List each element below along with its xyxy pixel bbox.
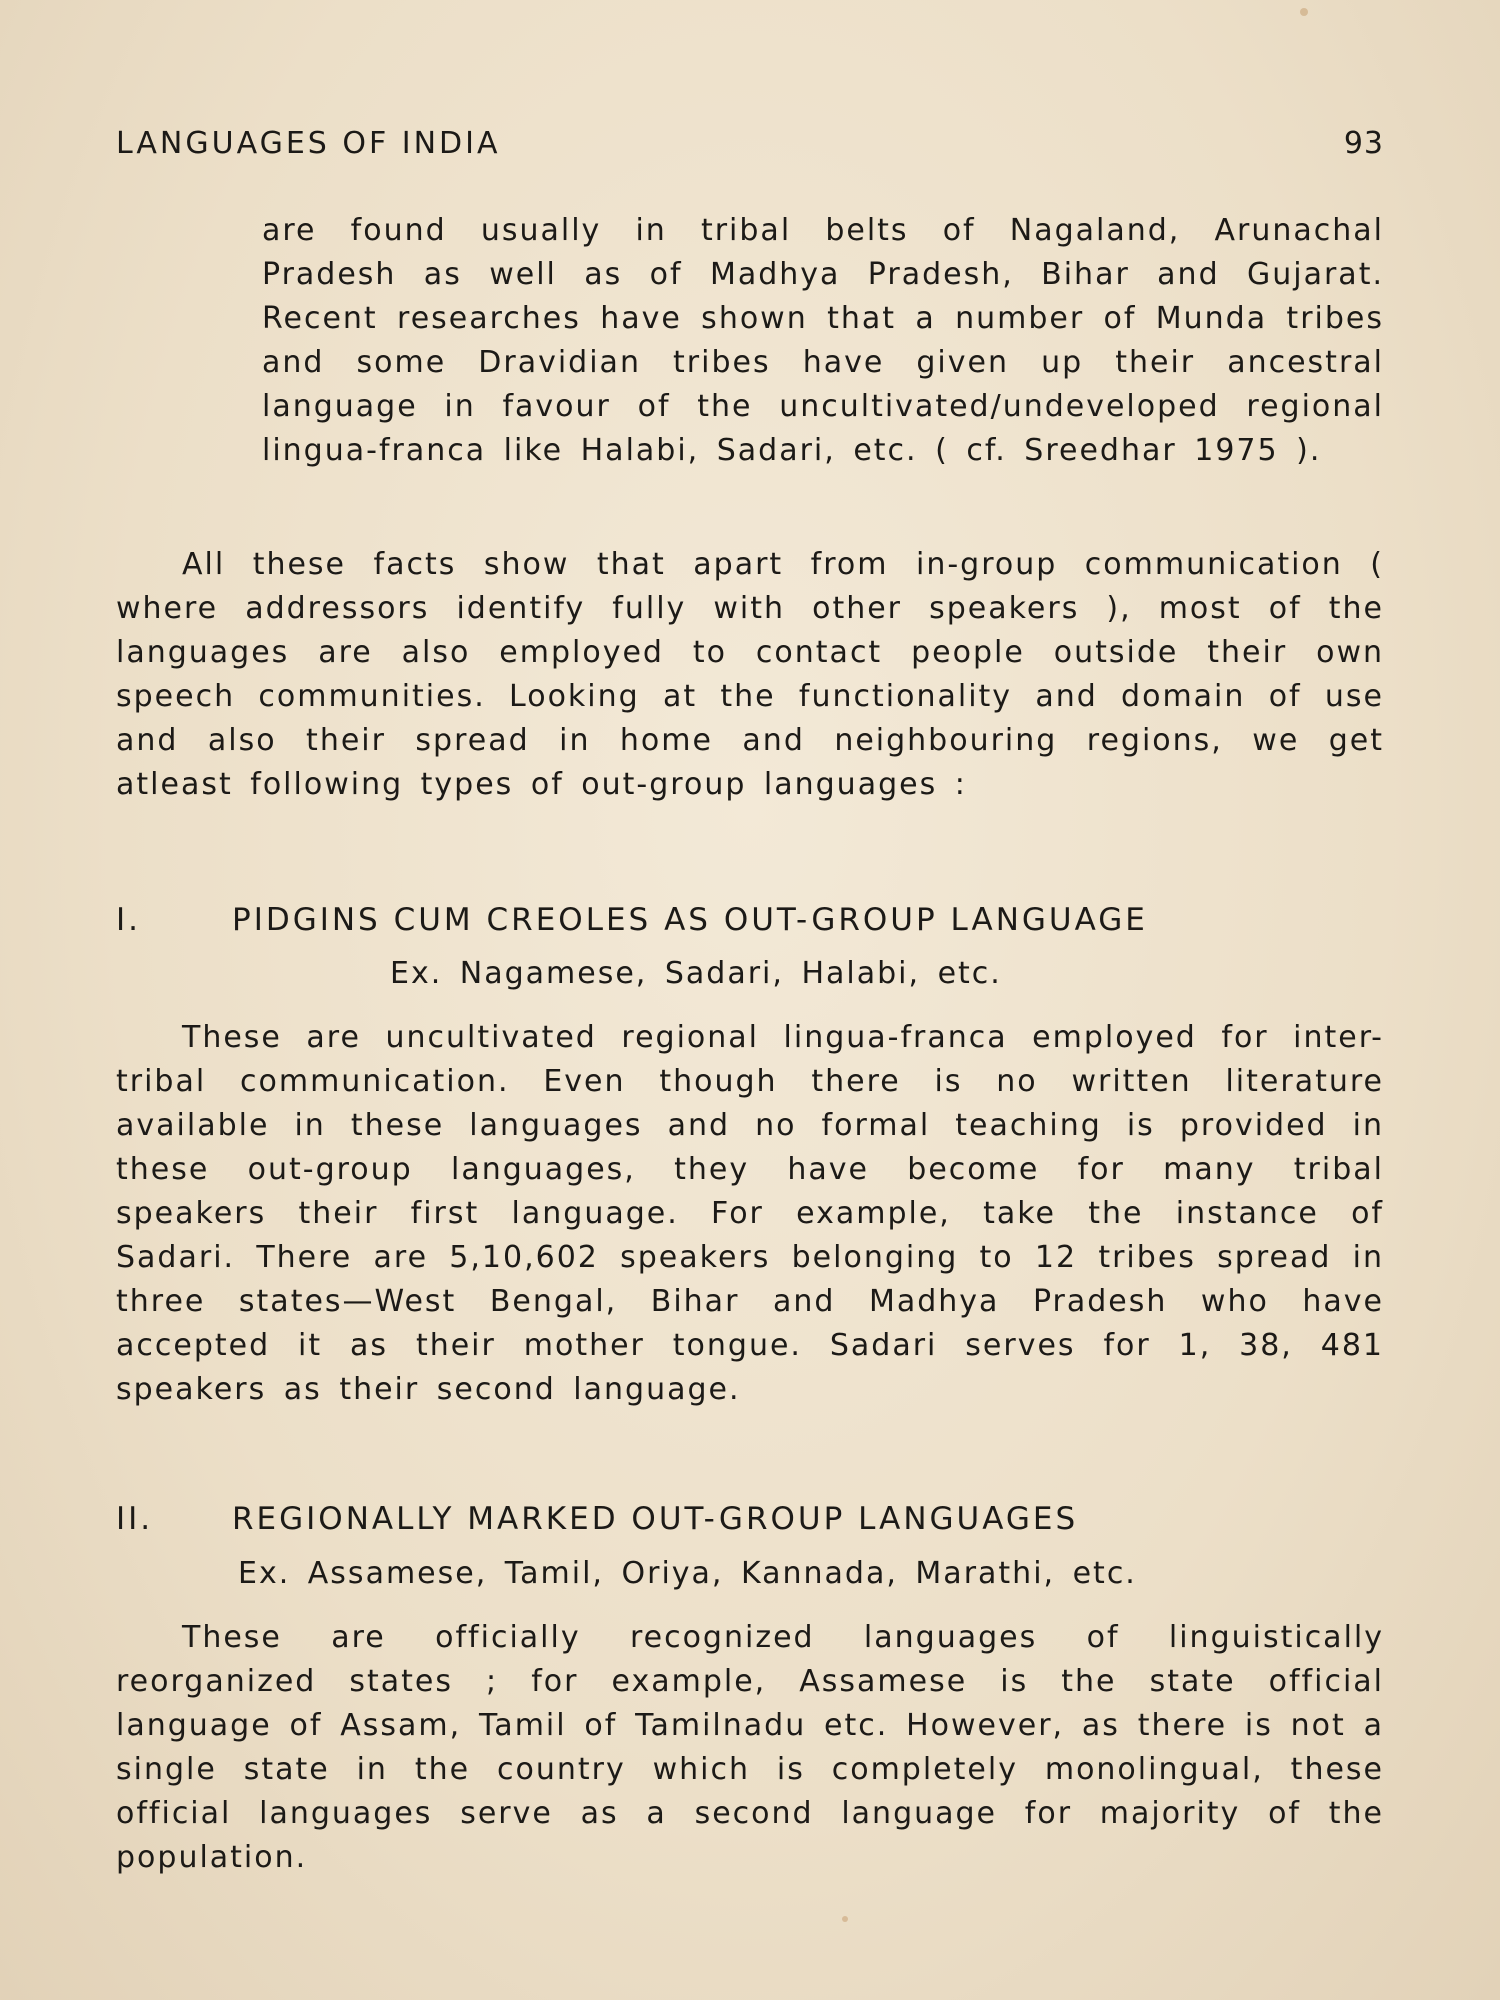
- section-title: PIDGINS CUM CREOLES AS OUT-GROUP LANGUAGE: [232, 902, 1148, 938]
- section-2-example: Ex. Assamese, Tamil, Oriya, Kannada, Marathi, etc.: [238, 1556, 1137, 1591]
- paper-spot: [842, 1916, 848, 1922]
- paper-spot: [1300, 8, 1308, 16]
- section-number: I.: [116, 902, 141, 938]
- section-title: REGIONALLY MARKED OUT-GROUP LANGUAGES: [232, 1501, 1079, 1537]
- section-1-example: Ex. Nagamese, Sadari, Halabi, etc.: [390, 956, 1002, 991]
- running-title: LANGUAGES OF INDIA: [116, 126, 501, 161]
- paragraph-out-group: All these facts show that apart from in-group communication ( where addressors identify fully with other speakers ), most of the languages are also employed to contact people outside their own speech communities. Looking at the functionality and domain of use and also their spread in home and neighbouring regions, we get atleast following types of out-group languages :: [116, 547, 1384, 802]
- page-header: [116, 126, 1384, 166]
- section-2-body: These are officially recognized languages of linguistically reorganized states ; for example, Assamese is the state official language of Assam, Tamil of Tamilnadu etc. However, as there is not a single state in the country which is completely monolingual, these official languages serve as a second language for majority of the population.: [116, 1620, 1384, 1875]
- section-1-body: These are uncultivated regional lingua-franca employed for inter-tribal communication. Even though there is no written literature available in these languages and no formal teaching is provided in these out-group languages, they have become for many tribal speakers their first language. For example, take the instance of Sadari. There are 5,10,602 speakers belonging to 12 tribes spread in three states—West Bengal, Bihar and Madhya Pradesh who have accepted it as their mother tongue. Sadari serves for 1, 38, 481 speakers as their second language.: [116, 1020, 1384, 1407]
- section-number: II.: [116, 1501, 154, 1537]
- page-number: 93: [1343, 126, 1384, 161]
- intro-paragraph: are found usually in tribal belts of Nagaland, Arunachal Pradesh as well as of Madhya Pradesh, Bihar and Gujarat. Recent researches have shown that a number of Munda tribes and some Dravidian tribes have given up their ancestral language in favour of the uncultivated/undeveloped regional lingua-franca like Halabi, Sadari, etc. ( cf. Sreedhar 1975 ).: [262, 213, 1384, 468]
